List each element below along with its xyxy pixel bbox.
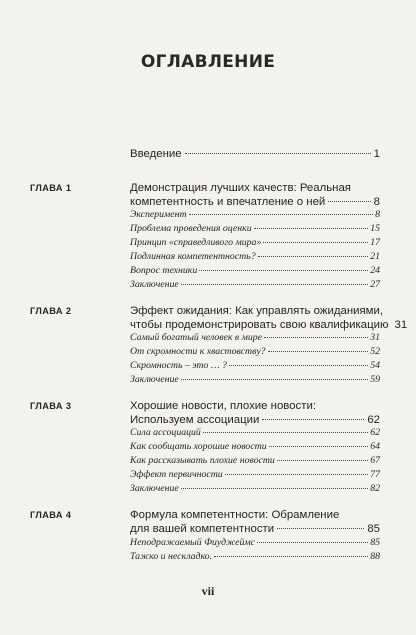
dot-leader	[225, 474, 369, 475]
dot-leader	[262, 419, 364, 420]
section-entry	[130, 237, 380, 249]
section-label: От скромности к хвастовству?	[130, 346, 266, 357]
section-page: 59	[370, 374, 380, 385]
section-entry	[130, 483, 380, 495]
dot-leader	[258, 256, 369, 257]
section-page: 21	[370, 251, 380, 262]
chapter-page: 62	[367, 414, 380, 426]
dot-leader	[185, 153, 371, 154]
dot-leader	[328, 201, 370, 202]
section-entry	[130, 209, 380, 221]
dot-leader	[189, 214, 374, 215]
chapter-title-line	[130, 196, 380, 209]
section-entry	[130, 469, 380, 481]
section-label: Подлинная компетентность?	[130, 251, 256, 262]
section-label: Заключение	[130, 483, 179, 494]
section-page: 31	[370, 332, 380, 343]
chapter-title-text: для вашей компетентности	[130, 523, 275, 535]
section-page: 54	[370, 360, 380, 371]
section-label: Вопрос техники	[130, 265, 198, 276]
dot-leader	[269, 446, 369, 447]
section-label: Неподражаемый Фиуджеймс	[130, 537, 255, 548]
dot-leader	[229, 365, 368, 366]
page-title: ОГЛАВЛЕНИЕ	[140, 52, 276, 72]
page-number: vii	[201, 584, 215, 598]
chapter-title-line: Демонстрация лучших качеств: Реальная	[130, 182, 351, 194]
section-page: 88	[370, 551, 380, 562]
section-entry	[130, 551, 380, 563]
section-entry	[130, 441, 380, 453]
chapter-title-text: Используем ассоциации	[130, 414, 260, 426]
section-label: Эксперимент	[130, 209, 187, 220]
section-page: 62	[370, 427, 380, 438]
dot-leader	[214, 556, 368, 557]
dot-leader	[257, 542, 368, 543]
toc-entry-page: 1	[373, 148, 380, 160]
section-label: Как рассказывать плохие новости	[130, 455, 275, 466]
section-entry	[130, 223, 380, 235]
chapter-title-line	[130, 319, 408, 332]
section-entry	[130, 251, 380, 263]
section-entry	[130, 427, 380, 439]
section-page: 27	[370, 279, 380, 290]
section-page: 82	[370, 483, 380, 494]
chapter-title-line: Эффект ожидания: Как управлять ожиданиями,	[130, 305, 384, 317]
section-page: 64	[370, 441, 380, 452]
section-entry	[130, 265, 380, 277]
section-label: Заключение	[130, 374, 179, 385]
section-page: 67	[370, 455, 380, 466]
chapter-page: 8	[373, 196, 380, 208]
chapter-label: ГЛАВА 3	[30, 401, 72, 411]
toc-entry-intro	[130, 148, 380, 161]
section-entry	[130, 360, 380, 372]
chapter-label: ГЛАВА 2	[30, 306, 72, 316]
dot-leader	[264, 337, 368, 338]
dot-leader	[181, 284, 368, 285]
section-page: 15	[370, 223, 380, 234]
section-label: Как сообщать хорошие новости	[130, 441, 267, 452]
dot-leader	[199, 270, 368, 271]
section-label: Проблема проведения оценки	[130, 223, 252, 234]
chapter-title-line	[130, 414, 380, 427]
dot-leader	[254, 228, 369, 229]
chapter-page: 31	[394, 319, 408, 331]
chapter-page: 85	[367, 523, 380, 535]
chapter-label: ГЛАВА 1	[30, 183, 72, 193]
section-label: Принцип «справедливого мира»	[130, 237, 262, 248]
section-label: Тажко и нескладко.	[130, 551, 213, 562]
dot-leader	[277, 460, 368, 461]
section-page: 8	[375, 209, 380, 220]
section-label: Сила ассоциаций	[130, 427, 201, 438]
section-entry	[130, 537, 380, 549]
toc-entry-label: Введение	[130, 148, 182, 160]
section-page: 52	[370, 346, 380, 357]
section-page: 85	[370, 537, 380, 548]
section-entry	[130, 346, 380, 358]
dot-leader	[203, 432, 368, 433]
dot-leader	[268, 351, 369, 352]
chapter-label: ГЛАВА 4	[30, 510, 72, 520]
section-page: 77	[370, 469, 380, 480]
section-page: 17	[370, 237, 380, 248]
dot-leader	[277, 528, 364, 529]
chapter-title-text: чтобы продемонстрировать свою квалификацию	[130, 319, 389, 331]
chapter-title-text: компетентность и впечатление о ней	[130, 196, 326, 208]
section-entry	[130, 279, 380, 291]
section-entry	[130, 332, 380, 344]
section-entry	[130, 455, 380, 467]
section-label: Скромность – это … ?	[130, 360, 227, 371]
section-entry	[130, 374, 380, 386]
section-page: 24	[370, 265, 380, 276]
chapter-title-line	[130, 523, 380, 536]
section-label: Заключение	[130, 279, 179, 290]
section-label: Эффект первичности	[130, 469, 223, 480]
dot-leader	[263, 242, 368, 243]
chapter-title-line: Формула компетентности: Обрамление	[130, 509, 340, 521]
chapter-title-line: Хорошие новости, плохие новости:	[130, 400, 316, 412]
section-label: Самый богатый человек в мире	[130, 332, 263, 343]
dot-leader	[181, 379, 368, 380]
dot-leader	[181, 488, 368, 489]
